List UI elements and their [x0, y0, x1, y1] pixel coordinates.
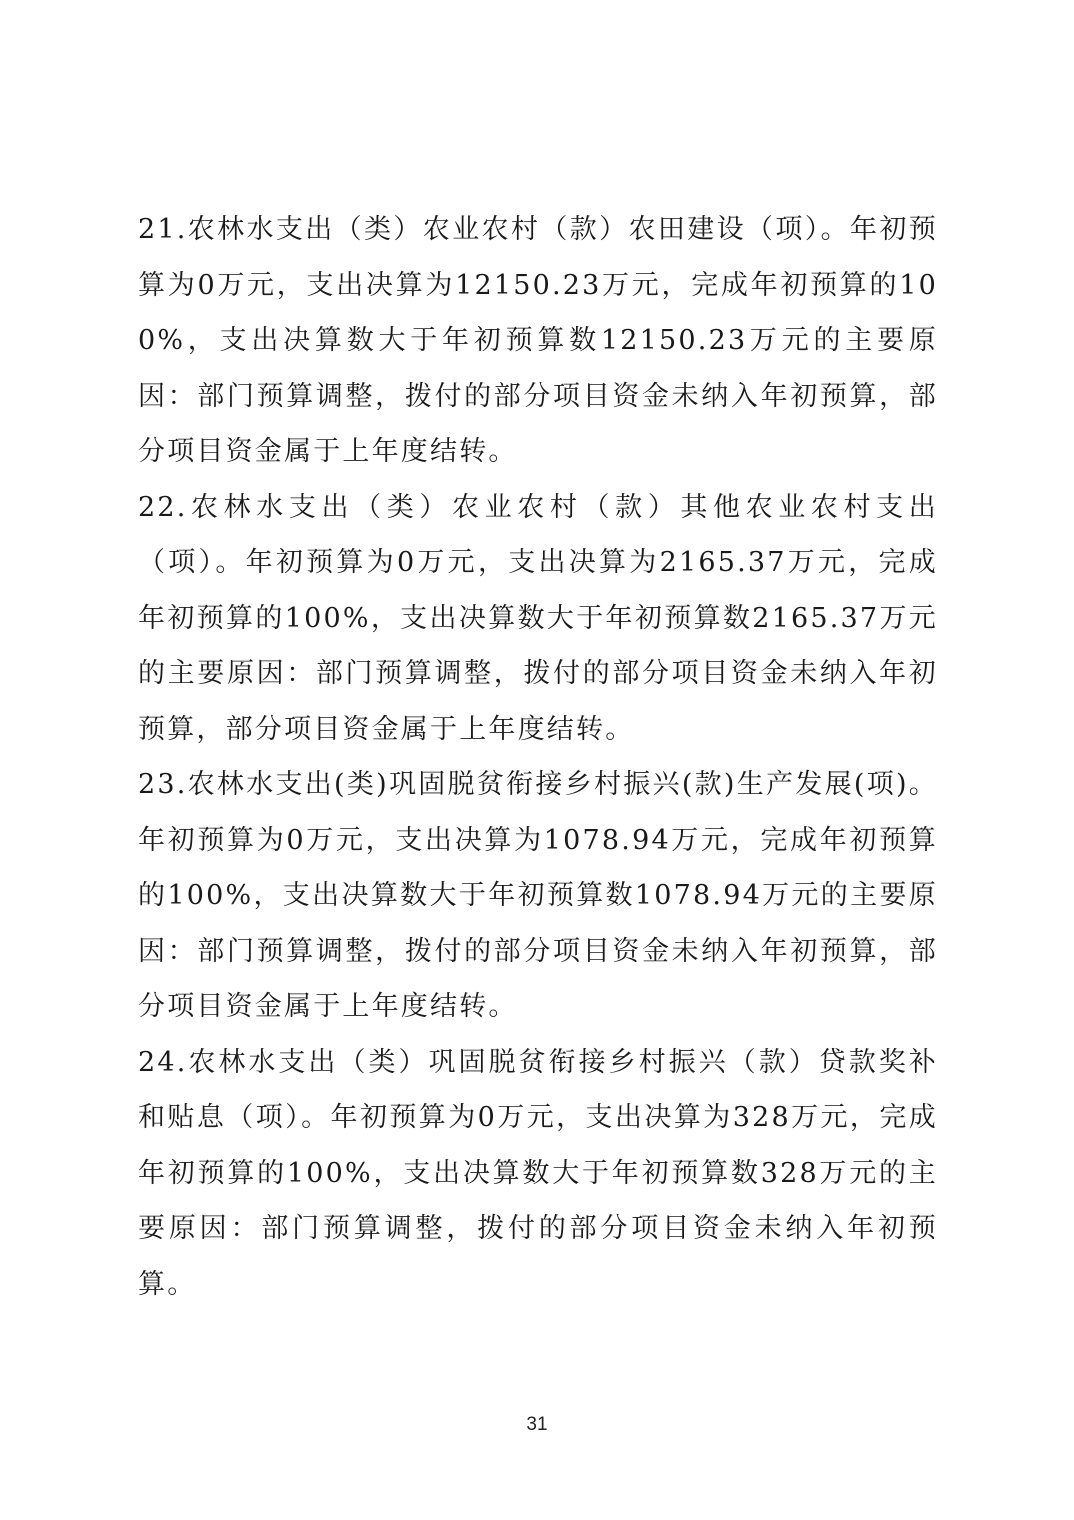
paragraph-21: 21.农林水支出（类）农业农村（款）农田建设（项）。年初预算为0万元，支出决算为12150.23万元，完成年初预算的100%，支出决算数大于年初预算数12150.23万元的主要原因：部门预算调整，拨付的部分项目资金未纳入年初预算，部分项目资金属于上年度结转。 [138, 214, 938, 467]
page-body [138, 202, 938, 1312]
paragraph-24: 24.农林水支出（类）巩固脱贫衔接乡村振兴（款）贷款奖补和贴息（项）。年初预算为0万元，支出决算为328万元，完成年初预算的100%，支出决算数大于年初预算数328万元的主要原因：部门预算调整，拨付的部分项目资金未纳入年初预算。 [138, 1046, 938, 1300]
page-number: 31 [526, 1414, 548, 1435]
paragraph-23: 23.农林水支出(类)巩固脱贫衔接乡村振兴(款)生产发展(项)。年初预算为0万元，支出决算为1078.94万元，完成年初预算的100%，支出决算数大于年初预算数1078.94万元的主要原因：部门预算调整，拨付的部分项目资金未纳入年初预算，部分项目资金属于上年度结转。 [138, 769, 938, 1022]
paragraph-22: 22.农林水支出（类）农业农村（款）其他农业农村支出（项）。年初预算为0万元，支出决算为2165.37万元，完成年初预算的100%，支出决算数大于年初预算数2165.37万元的主要原因：部门预算调整，拨付的部分项目资金未纳入年初预算，部分项目资金属于上年度结转。 [138, 491, 938, 745]
